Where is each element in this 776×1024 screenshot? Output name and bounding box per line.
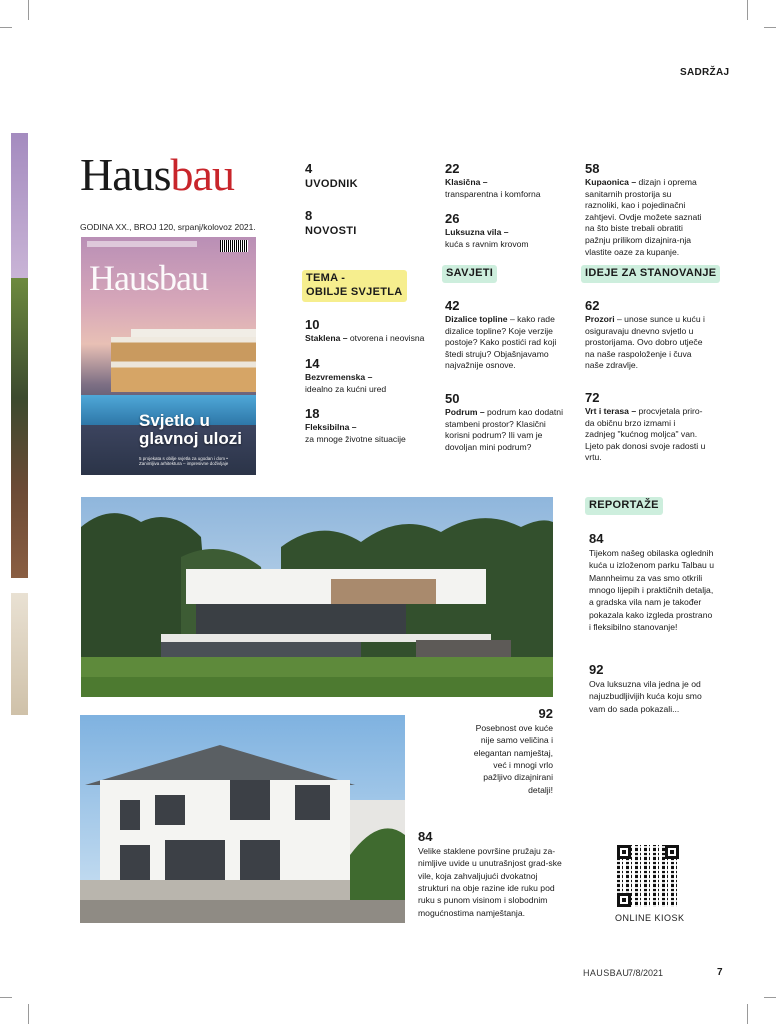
page-number: 4 [305, 161, 313, 176]
entry-title: NOVOSTI [305, 224, 357, 237]
toc-entry[interactable] [585, 162, 707, 258]
page-number: 84 [589, 531, 604, 546]
page-number: 92 [538, 706, 553, 721]
toc-entry[interactable] [445, 162, 565, 200]
crop-mark [0, 997, 12, 998]
cover-headline [139, 412, 242, 448]
section-tag-reportaze: REPORTAŽE [585, 497, 663, 515]
entry-text: idealno za kućni ured [305, 383, 387, 394]
toc-entry[interactable] [445, 392, 567, 453]
qr-finder-icon [665, 845, 679, 859]
page-number-footer: 7 [717, 967, 723, 978]
page-number: 22 [445, 161, 460, 176]
toc-entry[interactable] [589, 662, 714, 715]
toc-entry[interactable] [585, 299, 707, 372]
cover-headline-line2: glavnoj ulozi [139, 428, 242, 448]
entry-title: Staklena – [305, 332, 348, 343]
entry-title: Bezvremenska – [305, 371, 373, 382]
entry-text: kuća s ravnim krovom [445, 238, 529, 249]
toc-entry[interactable] [305, 357, 435, 395]
tag-line2: OBILJE SVJETLA [306, 285, 403, 298]
edge-strip-image [11, 133, 28, 278]
toc-entry[interactable] [445, 299, 567, 372]
crop-mark [28, 1004, 29, 1024]
tag-line1: TEMA - [306, 272, 346, 284]
photo-caption [470, 706, 553, 796]
cover-title: Hausbau [89, 258, 208, 298]
cover-thumbnail [81, 237, 256, 475]
toc-entry[interactable] [589, 531, 714, 634]
page-number: 50 [445, 391, 460, 406]
cover-house-image [111, 337, 256, 392]
edge-strip-image [11, 593, 28, 715]
entry-title: Luksuzna vila – [445, 226, 509, 237]
cover-headline-line1: Svjetlo u [139, 411, 210, 430]
toc-entry[interactable] [585, 391, 707, 464]
page-number: 58 [585, 161, 600, 176]
entry-title: Prozori [585, 313, 615, 324]
page-number: 92 [589, 662, 604, 677]
logo-part1: Haus [80, 149, 171, 200]
qr-finder-icon [617, 893, 631, 907]
page-number: 84 [418, 829, 433, 844]
crop-mark [0, 27, 12, 28]
crop-mark [764, 997, 776, 998]
toc-entry[interactable] [305, 318, 435, 345]
qr-finder-icon [617, 845, 631, 859]
page-number: 26 [445, 211, 460, 226]
entry-text: – unose sunce u kuću i osiguravaju dnevno svjetlo u prostorijama. Ovo dobro utječe na naše raspoloženje i čuva naše zdravlje. [585, 313, 705, 371]
entry-title: Klasična – [445, 176, 488, 187]
entry-text: podrum kao dodatni stambeni prostor? Klasični korisni podrum? Ili vam je dovoljan mini podrum? [445, 406, 563, 452]
caption-text: Velike staklene površine pružaju za-nimljive uvide u unutrašnjost grad-ske vile, koja zahvaljujući dvokatnoj strukturi na obje razine ide ruku pod ruku s punom visinom i slobodnim mogućnostima namještanja. [418, 845, 562, 918]
entry-title: Dizalice topline [445, 313, 508, 324]
entry-title: Vrt i terasa – [585, 405, 637, 416]
page-number: 42 [445, 298, 460, 313]
page-number: 8 [305, 208, 313, 223]
page-number: 62 [585, 298, 600, 313]
toc-entry[interactable] [305, 162, 435, 192]
cover-tagline-bar [87, 241, 197, 247]
section-tag-savjeti: SAVJETI [442, 265, 497, 283]
edge-strip-image [11, 278, 28, 578]
entry-title: UVODNIK [305, 177, 358, 190]
entry-text: Ova luksuzna vila jedna je od najuzbudljivijih kuća koju smo vam do sada pokazali... [589, 678, 702, 714]
caption-text: Posebnost ove kuće nije samo veličina i elegantan namještaj, već i mnogi vrlo pažljivo dizajnirani detalji! [473, 722, 553, 795]
entry-text: transparentna i komforna [445, 188, 541, 199]
crop-mark [747, 0, 748, 20]
entry-text: procvjetala priro-da običnu brzo izmami i zadnjeg "kućnog moljca" van. Ljeto pak donosi svoje radosti u vrtu. [585, 405, 706, 463]
toc-entry[interactable] [445, 212, 565, 250]
entry-text: otvorena i neovisna [347, 332, 425, 343]
page-number: 18 [305, 406, 320, 421]
house-illustration [80, 715, 405, 923]
house-photo [80, 715, 405, 923]
entry-title: Kupaonica – [585, 176, 637, 187]
villa-illustration [81, 497, 553, 697]
page-number: 14 [305, 356, 320, 371]
section-tag-tema [302, 270, 407, 302]
entry-text: za mnoge životne situacije [305, 433, 406, 444]
crop-mark [747, 1004, 748, 1024]
villa-photo [81, 497, 553, 697]
issue-line: GODINA XX., BROJ 120, srpanj/kolovoz 2021. [80, 222, 256, 232]
barcode-icon [220, 240, 248, 252]
entry-title: Fleksibilna – [305, 421, 357, 432]
cover-subline: 5 projekata s obilje svjetla za ugodan i dom • Zanimljiva arhitektura – impresivne doživljaje [139, 456, 229, 466]
cover-house-roof [131, 329, 256, 337]
entry-text: dizajn i oprema sanitarnih prostorija su raznoliki, kao i pojedinačni zahtjevi. Ovdje možete saznati na što biste trebali obratiti pažnju prilikom dizajnira-nja vlastite oaze za kupanje. [585, 176, 702, 257]
magazine-logo [80, 149, 234, 200]
footer-magazine: HAUSBAU [583, 968, 630, 978]
entry-text: – kako rade dizalice topline? Koje verzije postoje? Kako postići rad koji štedi struju? Objašnjavamo najvažnije osnove. [445, 313, 557, 371]
qr-label: ONLINE KIOSK [615, 913, 685, 923]
toc-entry[interactable] [305, 209, 435, 239]
crop-mark [28, 0, 29, 20]
page-number: 10 [305, 317, 320, 332]
section-tag-ideje: IDEJE ZA STANOVANJE [581, 265, 720, 283]
section-label: SADRŽAJ [680, 67, 730, 78]
page-number: 72 [585, 390, 600, 405]
toc-entry[interactable] [305, 407, 435, 445]
crop-mark [764, 27, 776, 28]
entry-title: Podrum – [445, 406, 485, 417]
logo-part2: bau [170, 149, 234, 200]
photo-caption [418, 829, 568, 919]
entry-text: Tijekom našeg obilaska oglednih kuća u izloženom parku Talbau u Mannheimu za vas smo otkrili mnogo lijepih i praktičnih detalja, a gradska vila nam je također pokazala kako izgleda prostrano i fleksibilno stanovanje! [589, 547, 715, 633]
footer-issue: 7/8/2021 [628, 968, 664, 978]
